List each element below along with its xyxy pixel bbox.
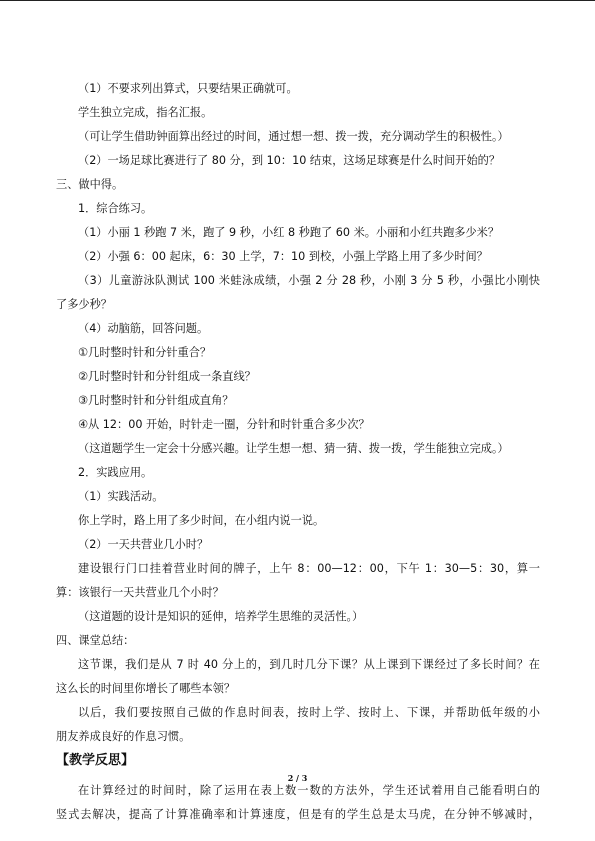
- paragraph: 在计算经过的时间时，除了运用在表上数一数的方法外，学生还试着用自己能看明白的: [78, 784, 540, 797]
- paragraph: （2）一天共营业几小时？: [78, 538, 209, 551]
- question-item: ④从 12：00 开始，时针走一圈，分针和时针重合多少次？: [78, 418, 370, 431]
- paragraph-continuation: 竖式去解决，提高了计算准确率和计算速度，但是有的学生总是太马虎，在分钟不够减时，: [56, 808, 540, 821]
- question-item: ②几时整时针和分针组成一条直线？: [78, 370, 256, 383]
- paragraph: 建设银行门口挂着营业时间的牌子，上午 8：00—12：00，下午 1：30—5：30，算一: [78, 562, 540, 575]
- paragraph-continuation: 这么长的时间里你增长了哪些本领？: [56, 682, 236, 695]
- paragraph-continuation: 算：该银行一天共营业几个小时？: [56, 586, 224, 599]
- paragraph: （1）小丽 1 秒跑 7 米，跑了 9 秒，小红 8 秒跑了 60 米。小丽和小红共跑多少米？: [78, 226, 500, 239]
- paragraph: （这道题学生一定会十分感兴趣。让学生想一想、猜一猜、拨一拨，学生能独立完成。）: [78, 442, 509, 455]
- paragraph: 你上学时，路上用了多少时间，在小组内说一说。: [78, 514, 325, 527]
- paragraph: （3）儿童游泳队测试 100 米蛙泳成绩，小强 2 分 28 秒，小刚 3 分 5 秒，小强比小刚快: [78, 274, 540, 287]
- paragraph: （2）一场足球比赛进行了 80 分，到 10：10 结束，这场足球赛是什么时间开始的？: [78, 154, 501, 167]
- paragraph: （1）不要求列出算式，只要结果正确就可。: [78, 82, 298, 95]
- page-number: 2 / 3: [287, 773, 308, 783]
- subsection-heading: 2．实践应用。: [78, 466, 153, 479]
- reflection-heading: 【教学反思】: [56, 753, 135, 768]
- paragraph: 这节课，我们是从 7 时 40 分上的，到几时几分下课？从上课到下课经过了多长时间？在: [78, 658, 540, 671]
- section-heading: 三、做中得。: [56, 178, 124, 191]
- paragraph: （可让学生借助钟面算出经过的时间，通过想一想、拨一拨，充分调动学生的积极性。）: [78, 130, 509, 143]
- paragraph-continuation: 朋友养成良好的作息习惯。: [56, 730, 191, 743]
- paragraph: （2）小强 6：00 起床，6：30 上学，7：10 到校，小强上学路上用了多少时间？: [78, 250, 488, 263]
- paragraph: （这道题的设计是知识的延伸，培养学生思维的灵活性。）: [78, 610, 364, 623]
- paragraph: （4）动脑筋，回答问题。: [78, 322, 209, 335]
- paragraph: （1）实践活动。: [78, 490, 164, 503]
- header-rule: [0, 0, 595, 1]
- paragraph: 学生独立完成，指名汇报。: [78, 106, 213, 119]
- question-item: ①几时整时针和分针重合？: [78, 346, 212, 359]
- question-item: ③几时整时针和分针组成直角？: [78, 394, 234, 407]
- section-heading: 四、课堂总结：: [56, 634, 135, 647]
- subsection-heading: 1．综合练习。: [78, 202, 153, 215]
- document-body: [56, 77, 540, 827]
- paragraph: 以后，我们要按照自己做的作息时间表，按时上学、按时上、下课，并帮助低年级的小: [78, 706, 540, 719]
- paragraph-continuation: 了多少秒？: [56, 298, 112, 311]
